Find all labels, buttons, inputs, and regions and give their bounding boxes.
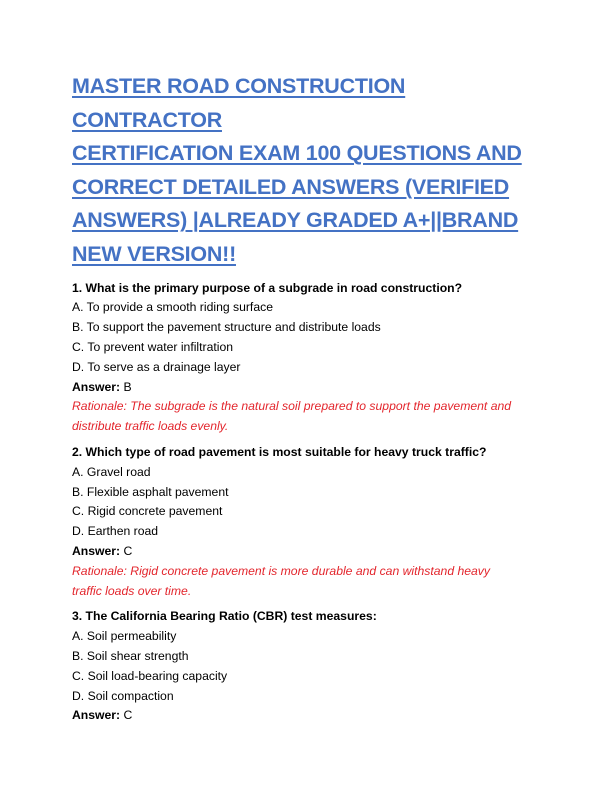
rationale-line: distribute traffic loads evenly. xyxy=(72,419,229,434)
answer-label: Answer: xyxy=(72,543,121,558)
question-item xyxy=(72,607,542,726)
question-text: 2. Which type of road pavement is most suitable for heavy truck traffic? xyxy=(72,444,487,459)
question-text: 3. The California Bearing Ratio (CBR) test measures: xyxy=(72,609,377,624)
question-list xyxy=(72,279,542,727)
answer-option: D. To serve as a drainage layer xyxy=(72,359,241,374)
rationale-line: Rationale: The subgrade is the natural soil prepared to support the pavement and xyxy=(72,399,512,414)
rationale-line: Rationale: Rigid concrete pavement is more durable and can withstand heavy xyxy=(72,563,490,578)
question-item xyxy=(72,443,542,601)
answer-value: B xyxy=(123,379,132,394)
answer-option: A. Gravel road xyxy=(72,464,151,479)
question-item xyxy=(72,279,542,437)
title-line: CERTIFICATION EXAM 100 QUESTIONS AND xyxy=(72,141,522,166)
answer-label: Answer: xyxy=(72,379,121,394)
document-title[interactable] xyxy=(72,70,542,272)
title-line: NEW VERSION!! xyxy=(72,241,236,266)
answer-option: A. Soil permeability xyxy=(72,629,177,644)
title-line: ANSWERS) |ALREADY GRADED A+||BRAND xyxy=(72,208,519,233)
answer-option: B. To support the pavement structure and distribute loads xyxy=(72,320,381,335)
answer-option: D. Earthen road xyxy=(72,524,159,539)
answer-option: C. Soil load-bearing capacity xyxy=(72,668,228,683)
answer-option: C. To prevent water infiltration xyxy=(72,339,233,354)
answer-option: A. To provide a smooth riding surface xyxy=(72,300,273,315)
answer-option: C. Rigid concrete pavement xyxy=(72,504,223,519)
rationale-line: traffic loads over time. xyxy=(72,583,192,598)
rationale xyxy=(72,397,542,437)
document-page xyxy=(72,70,542,732)
answer-option: D. Soil compaction xyxy=(72,688,174,703)
question-text: 1. What is the primary purpose of a subgrade in road construction? xyxy=(72,280,463,295)
answer-label: Answer: xyxy=(72,708,121,723)
correct-answer xyxy=(72,542,542,562)
answer-value: C xyxy=(123,708,133,723)
title-line: MASTER ROAD CONSTRUCTION CONTRACTOR xyxy=(72,74,406,132)
rationale xyxy=(72,562,542,602)
answer-option: B. Flexible asphalt pavement xyxy=(72,484,229,499)
answer-option: B. Soil shear strength xyxy=(72,648,189,663)
answer-value: C xyxy=(123,543,133,558)
title-line: CORRECT DETAILED ANSWERS (VERIFIED xyxy=(72,174,510,199)
correct-answer xyxy=(72,378,542,398)
correct-answer xyxy=(72,706,542,726)
